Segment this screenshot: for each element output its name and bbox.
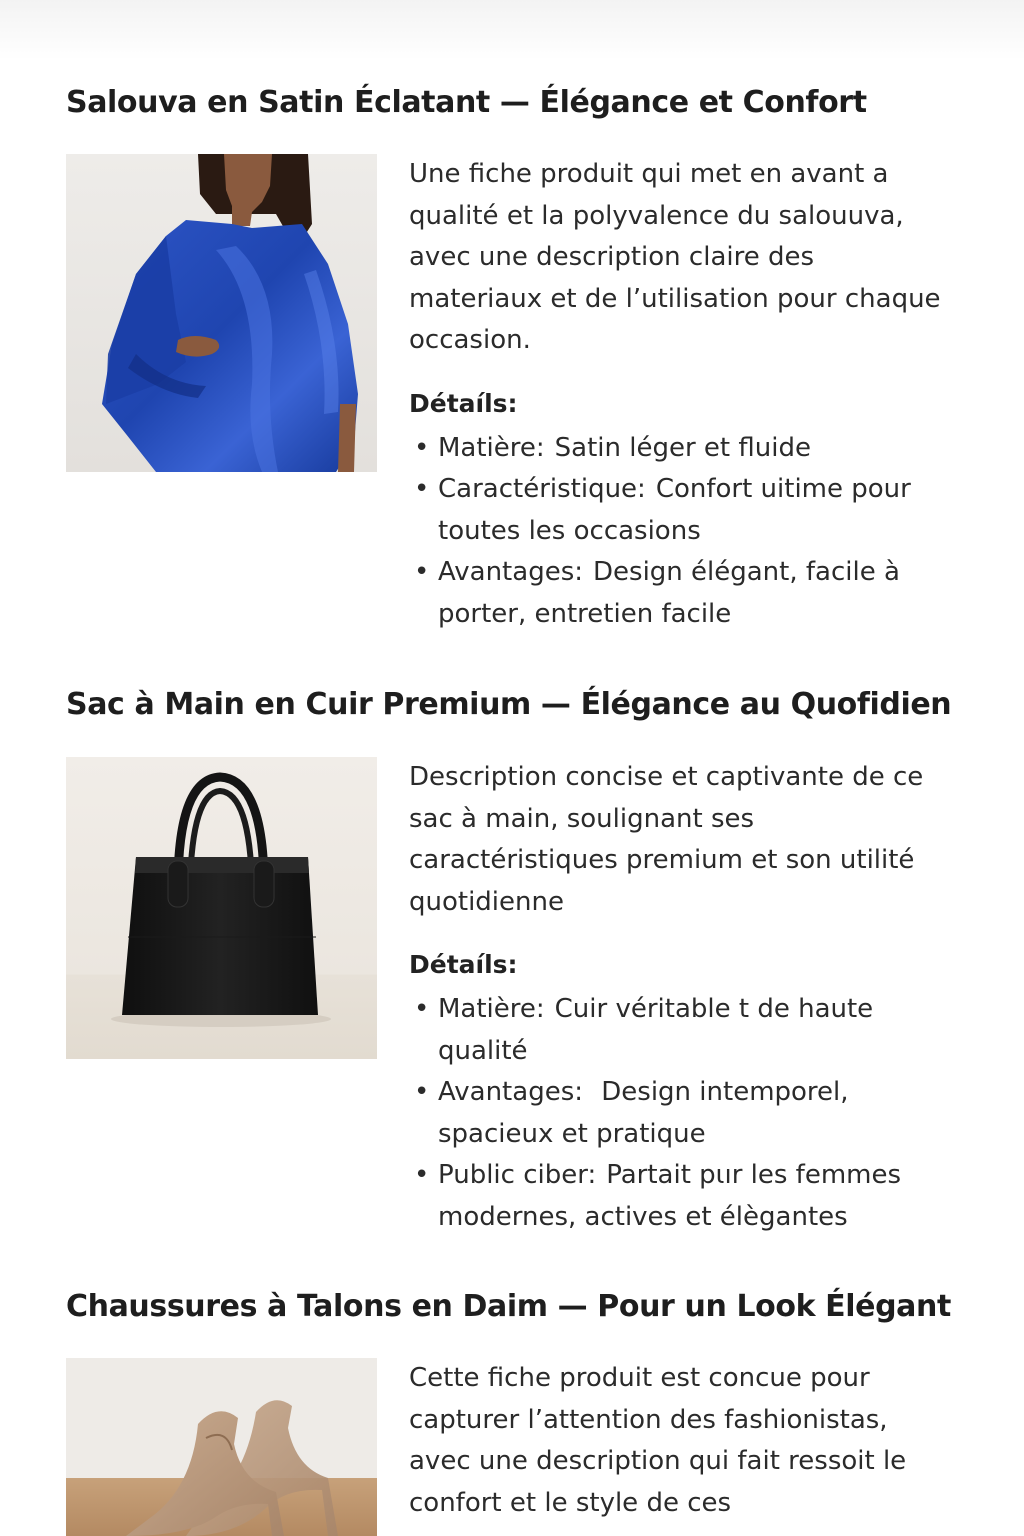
bullet-icon: •	[414, 557, 430, 587]
bullet-icon: •	[414, 994, 430, 1024]
list-item	[409, 1155, 954, 1238]
product-info	[409, 154, 954, 635]
product-card-salouva	[66, 84, 956, 629]
product-info	[409, 757, 954, 1238]
black-leather-handbag-photo	[66, 757, 377, 1059]
spec-key: Matière:	[438, 994, 545, 1024]
spec-value: Partait pιır les femmes modernes, actives et élègantes	[438, 1160, 902, 1232]
blue-satin-dress-photo	[66, 154, 377, 472]
spec-value: Confort uitime pour toutes les occasions	[438, 474, 911, 546]
bullet-icon: •	[414, 474, 430, 504]
product-info	[409, 1358, 954, 1524]
list-item	[409, 428, 954, 470]
bullet-icon: •	[414, 432, 430, 463]
product-description: Cette fiche produit est concue pour capturer l’attention des fashionistas, avec une description qui fait ressoit le confort et le style de ces	[409, 1363, 907, 1518]
list-item	[409, 552, 954, 635]
product-card-heels	[66, 1288, 956, 1518]
spec-value: Design intemporel, spacieux et pratique	[438, 1077, 849, 1149]
spec-key: Avantages:	[438, 557, 583, 587]
product-description: Description concise et captivante de ce sac à main, soulignant ses caractéristiques premium et son utilité quotidienne	[409, 762, 924, 917]
list-item	[409, 989, 954, 1072]
product-title: Chaussures à Talons en Daim — Pour un Look Élégant	[66, 1289, 951, 1324]
product-title: Salouva en Satin Éclatant — Élégance et Confort	[66, 85, 867, 120]
top-shade	[0, 0, 1024, 60]
details-list	[409, 989, 954, 1238]
spec-key: Avantages:	[438, 1077, 583, 1107]
bullet-icon: •	[414, 1077, 430, 1107]
product-description: Une fiche produit qui met en avant a qualité et la polyvalence du salouuva, avec une description claire des materiaux et de l’utilisation pour chaque occasion.	[409, 159, 941, 355]
list-item	[409, 1072, 954, 1155]
product-card-handbag	[66, 686, 956, 1232]
product-title: Sac à Main en Cuir Premium — Élégance au Quofidien	[66, 687, 952, 722]
spec-value: Cuir véritable t de haute qualité	[438, 994, 874, 1066]
spec-key: Public ciber:	[438, 1160, 597, 1190]
details-heading: Détaíls:	[409, 388, 518, 418]
list-item	[409, 469, 954, 552]
suede-heels-photo	[66, 1358, 377, 1536]
spec-value: Satin léger et fluide	[554, 432, 811, 463]
bullet-icon: •	[414, 1160, 430, 1190]
spec-value: Design élégant, facile à porter, entretien facile	[438, 557, 900, 629]
spec-key: Caractéristique:	[438, 474, 646, 504]
details-heading: Détaíls:	[409, 950, 518, 979]
details-list	[409, 428, 954, 636]
spec-key: Matière:	[438, 432, 545, 463]
